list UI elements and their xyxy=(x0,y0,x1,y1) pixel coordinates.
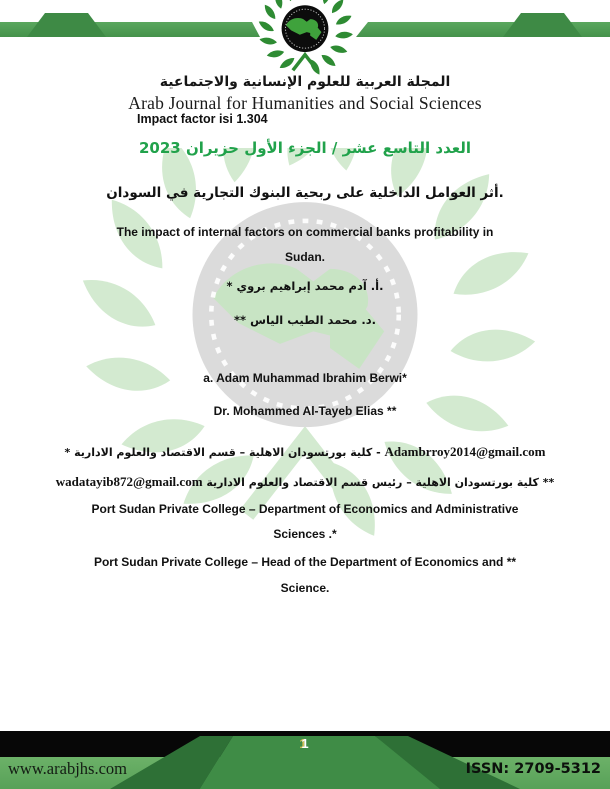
footnote-marker-2: ** xyxy=(542,476,555,489)
page-number: 1 xyxy=(301,736,309,751)
author-name-arabic-2: ** د. محمد الطيب الياس. xyxy=(234,313,376,327)
article-title-english-line1: The impact of internal factors on commercial banks profitability in xyxy=(116,225,494,239)
impact-factor-label: Impact factor isi 1.304 xyxy=(137,112,268,126)
affiliation-english-1-line2: Sciences .* xyxy=(273,527,337,541)
affiliation-arabic-1 xyxy=(0,444,610,460)
article-title-arabic: أثر العوامل الداخلية على ربحية البنوك التجارية في السودان. xyxy=(106,185,504,201)
author-2-email[interactable]: wadatayib872@gmail.com xyxy=(55,474,203,489)
affiliation-english-2-line2: Science. xyxy=(280,581,330,595)
affiliation-arabic-1-text: كلية بورتسودان الاهلية – قسم الاقتصاد والعلوم الادارية - xyxy=(74,446,381,459)
author-name-english-1: a. Adam Muhammad Ibrahim Berwi* xyxy=(203,371,407,385)
affiliation-arabic-2 xyxy=(0,474,610,490)
journal-logo-watermark-icon xyxy=(55,148,555,648)
author-name-arabic-1: * أ. آدم محمد إبراهيم بروي. xyxy=(226,279,384,293)
affiliation-english-2-line1: Port Sudan Private College – Head of the Department of Economics and ** xyxy=(93,555,517,569)
affiliation-english-1-line1: Port Sudan Private College – Department of Economics and Administrative xyxy=(91,502,519,516)
footnote-marker-1: * xyxy=(64,446,71,459)
journal-name-arabic: المجلة العربية للعلوم الإنسانية والاجتماعية xyxy=(159,74,451,90)
header-band-bump-right xyxy=(503,13,582,37)
website-url[interactable]: www.arabjhs.com xyxy=(8,759,127,778)
author-name-english-2: Dr. Mohammed Al-Tayeb Elias ** xyxy=(213,404,397,418)
issn-label: ISSN: 2709-5312 xyxy=(465,761,601,777)
article-title-english-line2: Sudan. xyxy=(284,250,325,264)
author-1-email[interactable]: Adambrroy2014@gmail.com xyxy=(384,444,546,459)
affiliation-arabic-2-text: كلية بورتسودان الاهلية – رئيس قسم الاقتصاد والعلوم الادارية xyxy=(206,476,539,489)
issue-line: العدد التاسع عشر / الجزء الأول حزيران 2023 xyxy=(138,139,472,157)
journal-name-english: Arab Journal for Humanities and Social Sciences xyxy=(128,93,482,113)
header-band-bump-left xyxy=(27,13,106,37)
